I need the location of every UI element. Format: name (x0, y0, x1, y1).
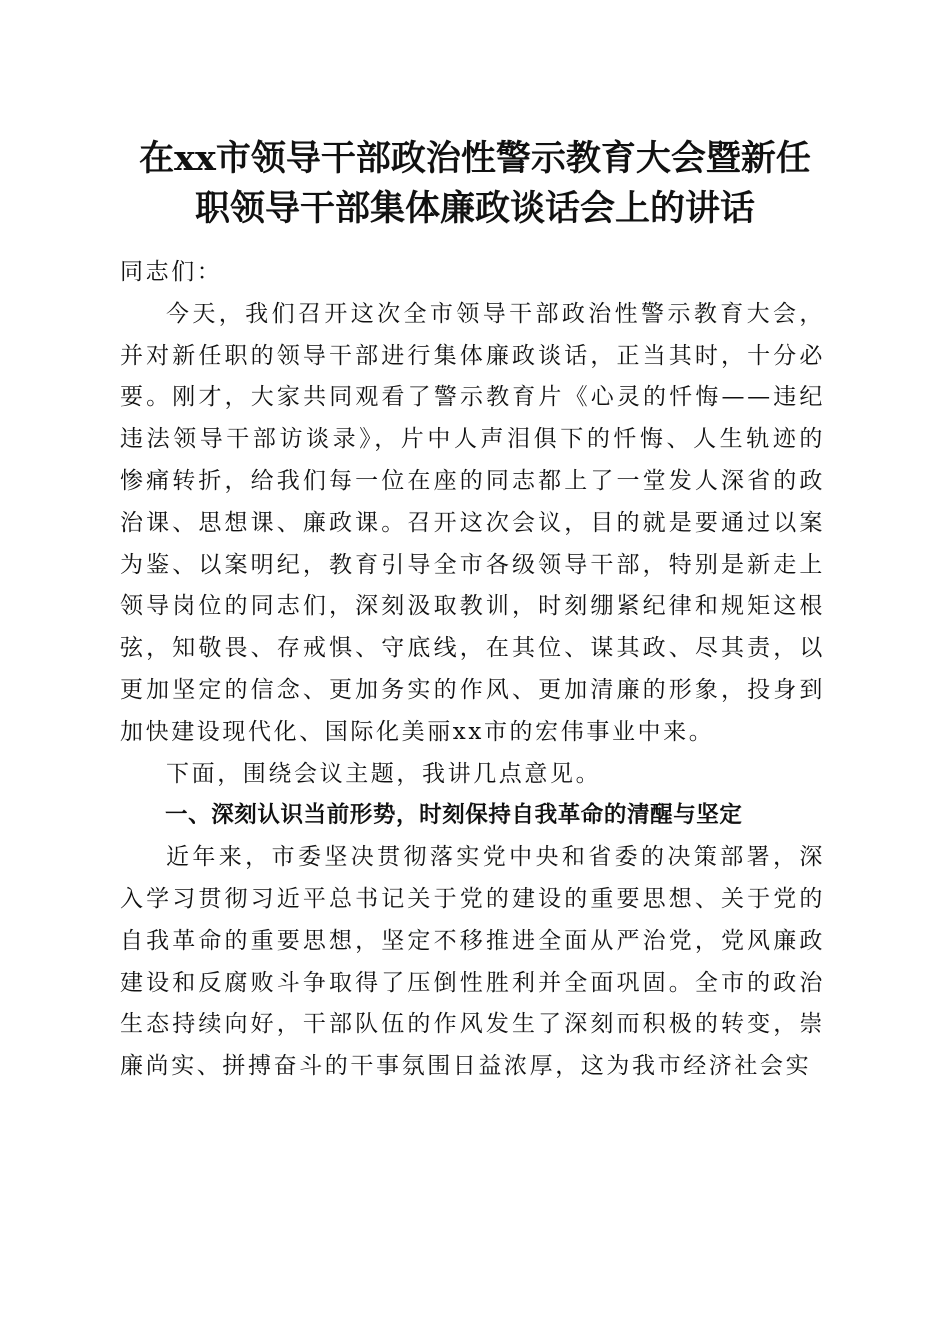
salutation: 同志们： (120, 259, 223, 285)
title-line-1: 在xx市领导干部政治性警示教育大会暨新任 (139, 138, 811, 179)
paragraph-transition: 下面，围绕会议主题，我讲几点意见。 (166, 760, 602, 787)
paragraph-section-1: 近年来，市委坚决贯彻落实党中央和省委的决策部署，深入学习贯彻习近平总书记关于党的建设的重要思想、关于党的自我革命的重要思想，坚定不移推进全面从严治党，党风廉政建设和反腐败斗争取得了压倒性胜利并全面巩固。全市的政治生态持续向好，干部队伍的作风发生了深刻而积极的转变，崇廉尚实、拼搏奋斗的干事氛围日益浓厚，这为我市经济社会实 (120, 844, 825, 1080)
document-title (110, 134, 840, 234)
title-line-2: 职领导干部集体廉政谈话会上的讲话 (194, 188, 755, 229)
paragraph-opening: 今天，我们召开这次全市领导干部政治性警示教育大会，并对新任职的领导干部进行集体廉政谈话，正当其时，十分必要。刚才，大家共同观看了警示教育片《心灵的忏悔——违纪违法领导干部访谈录》，片中人声泪俱下的忏悔、人生轨迹的惨痛转折，给我们每一位在座的同志都上了一堂发人深省的政治课、思想课、廉政课。召开这次会议，目的就是要通过以案为鉴、以案明纪，教育引导全市各级领导干部，特别是新走上领导岗位的同志们，深刻汲取教训，时刻绷紧纪律和规矩这根弦，知敬畏、存戒惧、守底线，在其位、谋其政、尽其责，以更加坚定的信念、更加务实的作风、更加清廉的形象，投身到加快建设现代化、国际化美丽xx市的宏伟事业中来。 (120, 300, 825, 745)
document-body (120, 252, 825, 1088)
section-heading-1: 一、深刻认识当前形势，时刻保持自我革命的清醒与坚定 (165, 802, 743, 829)
